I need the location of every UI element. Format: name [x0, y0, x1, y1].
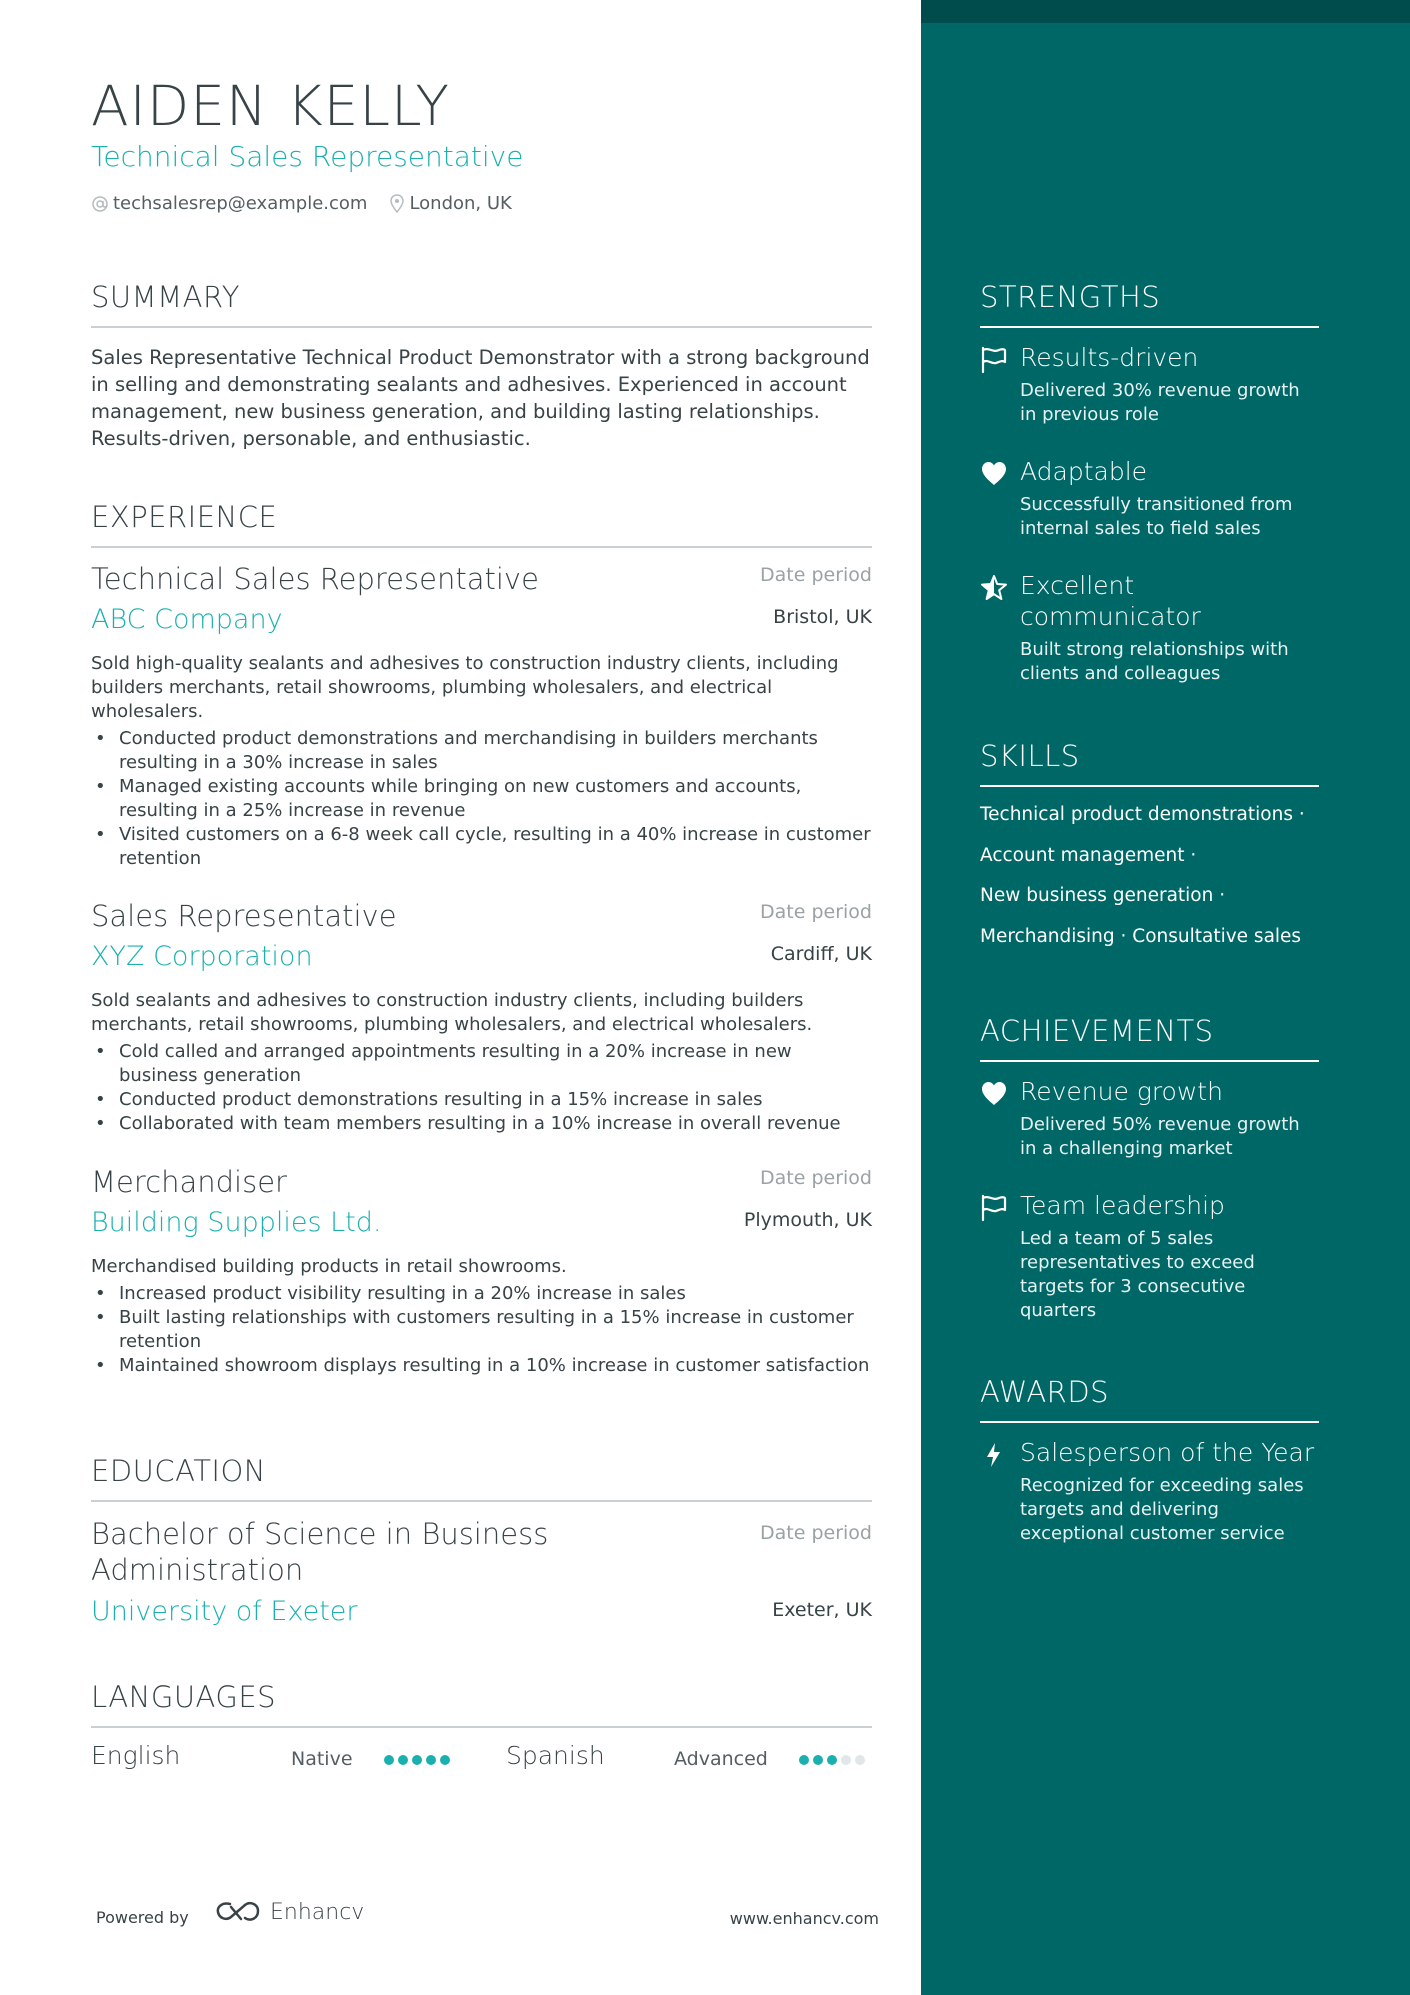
- contact-row: [91, 193, 534, 214]
- summary-heading: SUMMARY: [91, 280, 872, 328]
- achievements-heading: ACHIEVEMENTS: [980, 1014, 1319, 1062]
- job-location: Cardiff, UK: [770, 943, 872, 965]
- languages-list: [91, 1741, 872, 1781]
- proficiency-dot-filled: [426, 1755, 436, 1765]
- language-level: Native: [291, 1748, 353, 1770]
- job-bullet: • Collaborated with team members resulting in a 10% increase in overall revenue: [91, 1112, 872, 1136]
- language-dots: [384, 1755, 454, 1765]
- lightning-icon: [980, 1441, 1008, 1469]
- achievement-desc: Delivered 50% revenue growth in a challenging market: [1020, 1114, 1300, 1159]
- enhancv-brand: Enhancv: [270, 1899, 365, 1925]
- location-contact: [389, 193, 511, 214]
- award-item: [980, 1437, 1320, 1546]
- proficiency-dot-filled: [384, 1755, 394, 1765]
- skills-list: [980, 800, 1310, 962]
- strength-title: Adaptable: [1020, 457, 1148, 486]
- edu-degree: Bachelor of Science in Business Administration: [91, 1517, 549, 1587]
- experience-heading: EXPERIENCE: [91, 500, 872, 548]
- job-date: Date period: [760, 901, 872, 923]
- skill-item: Technical product demonstrations ·: [980, 804, 1305, 825]
- proficiency-dot-filled: [813, 1755, 823, 1765]
- email-text: techsalesrep@example.com: [113, 193, 368, 214]
- education-entry: [91, 1516, 872, 1627]
- job-location: Bristol, UK: [773, 606, 872, 628]
- proficiency-dot-filled: [398, 1755, 408, 1765]
- languages-heading: LANGUAGES: [91, 1680, 872, 1728]
- job-bullet: • Managed existing accounts while bringing on new customers and accounts, resulting in a 25% increase in revenue: [91, 775, 872, 823]
- language-level: Advanced: [674, 1748, 768, 1770]
- job-bullet: • Cold called and arranged appointments resulting in a 20% increase in new business generation: [91, 1040, 872, 1088]
- heart-icon: [980, 460, 1008, 488]
- achievement-item: [980, 1076, 1320, 1161]
- job-bullet: • Conducted product demonstrations and merchandising in builders merchants resulting in a 30% increase in sales: [91, 727, 872, 775]
- job-description: Sold sealants and adhesives to construction industry clients, including builders merchants, retail showrooms, plumbing wholesalers, and electrical wholesalers.: [91, 990, 813, 1035]
- job-description: Merchandised building products in retail showrooms.: [91, 1256, 567, 1277]
- strength-title: Results-driven: [1020, 343, 1199, 372]
- job-bullets: [91, 1282, 872, 1378]
- education-heading: EDUCATION: [91, 1454, 872, 1502]
- powered-by-label: Powered by: [96, 1908, 189, 1927]
- job-role: Merchandiser: [91, 1165, 287, 1199]
- job-bullet: • Conducted product demonstrations resulting in a 15% increase in sales: [91, 1088, 872, 1112]
- language-name: Spanish: [506, 1741, 605, 1770]
- enhancv-logo-icon: [214, 1899, 262, 1925]
- proficiency-dot-filled: [799, 1755, 809, 1765]
- award-title: Salesperson of the Year: [1020, 1438, 1315, 1467]
- achievement-title: Team leadership: [1020, 1191, 1225, 1220]
- strength-desc: Built strong relationships with clients and colleagues: [1020, 639, 1289, 684]
- job-bullet: • Built lasting relationships with customers resulting in a 15% increase in customer retention: [91, 1306, 872, 1354]
- job-bullet: • Visited customers on a 6-8 week call cycle, resulting in a 40% increase in customer retention: [91, 823, 872, 871]
- language-dots: [799, 1755, 869, 1765]
- proficiency-dot-filled: [827, 1755, 837, 1765]
- star-icon: [980, 574, 1008, 602]
- job-bullets: [91, 1040, 872, 1136]
- job-description: Sold high-quality sealants and adhesives to construction industry clients, including builders merchants, retail showrooms, plumbing wholesalers, and electrical wholesalers.: [91, 653, 839, 722]
- job-company[interactable]: Building Supplies Ltd.: [91, 1207, 382, 1238]
- proficiency-dot-empty: [841, 1755, 851, 1765]
- edu-date: Date period: [760, 1522, 872, 1544]
- award-desc: Recognized for exceeding sales targets and delivering exceptional customer service: [1020, 1475, 1304, 1544]
- strength-desc: Delivered 30% revenue growth in previous role: [1020, 380, 1300, 425]
- achievement-desc: Led a team of 5 sales representatives to exceed targets for 3 consecutive quarters: [1020, 1228, 1255, 1321]
- job-entry: [91, 1165, 872, 1378]
- achievement-item: [980, 1190, 1320, 1323]
- job-bullet: • Increased product visibility resulting in a 20% increase in sales: [91, 1282, 872, 1306]
- job-date: Date period: [760, 564, 872, 586]
- strength-title: Excellent communicator: [1020, 571, 1201, 631]
- sidebar-top-bar: [921, 0, 1410, 23]
- job-role: Technical Sales Representative: [91, 562, 539, 596]
- edu-school[interactable]: University of Exeter: [91, 1596, 358, 1627]
- job-company[interactable]: ABC Company: [91, 604, 283, 635]
- flag-icon: [980, 346, 1008, 374]
- job-role: Sales Representative: [91, 899, 397, 933]
- proficiency-dot-filled: [440, 1755, 450, 1765]
- job-entry: [91, 899, 872, 1136]
- awards-heading: AWARDS: [980, 1375, 1319, 1423]
- candidate-title: Technical Sales Representative: [91, 140, 524, 173]
- summary-text: Sales Representative Technical Product Demonstrator with a strong background in selling and demonstrating sealants and adhesives. Experienced in account management, new business generation, and building lasting relationships. Results-driven, personable, and enthusiastic.: [91, 346, 870, 450]
- enhancv-logo[interactable]: [214, 1899, 364, 1925]
- job-location: Plymouth, UK: [743, 1209, 872, 1231]
- strength-desc: Successfully transitioned from internal sales to field sales: [1020, 494, 1293, 539]
- flag-icon: [980, 1194, 1008, 1222]
- footer-url[interactable]: www.enhancv.com: [729, 1909, 879, 1928]
- at-icon: [91, 195, 109, 213]
- location-pin-icon: [389, 194, 405, 214]
- candidate-name: AIDEN KELLY: [91, 74, 450, 138]
- skill-item: Account management ·: [980, 844, 1197, 866]
- proficiency-dot-filled: [412, 1755, 422, 1765]
- skill-item: Merchandising · Consultative sales: [980, 925, 1302, 947]
- job-entry: [91, 562, 872, 871]
- heart-icon: [980, 1080, 1008, 1108]
- strength-item: [980, 456, 1320, 541]
- achievement-title: Revenue growth: [1020, 1077, 1223, 1106]
- strength-item: [980, 342, 1320, 427]
- strength-item: [980, 570, 1320, 686]
- skills-heading: SKILLS: [980, 739, 1319, 787]
- job-date: Date period: [760, 1167, 872, 1189]
- job-bullet: • Maintained showroom displays resulting in a 10% increase in customer satisfaction: [91, 1354, 872, 1378]
- job-company[interactable]: XYZ Corporation: [91, 941, 313, 972]
- language-name: English: [91, 1741, 181, 1770]
- strengths-heading: STRENGTHS: [980, 280, 1319, 328]
- edu-location: Exeter, UK: [772, 1599, 872, 1621]
- proficiency-dot-empty: [855, 1755, 865, 1765]
- skill-item: New business generation ·: [980, 885, 1226, 906]
- location-text: London, UK: [409, 193, 512, 214]
- job-bullets: [91, 727, 872, 871]
- email-contact[interactable]: [91, 193, 367, 214]
